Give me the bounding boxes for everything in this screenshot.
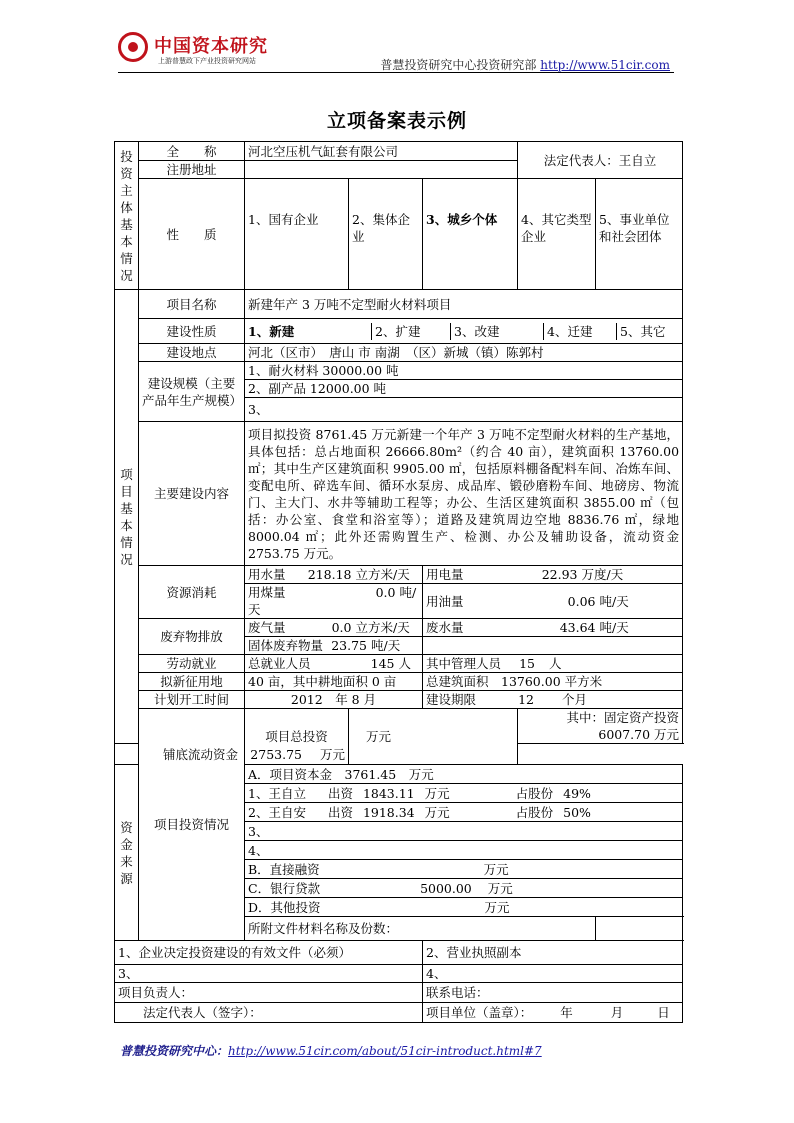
scale-item-1: 1、耐火材料 30000.00 吨 (245, 362, 683, 380)
shareholder-row-2 (245, 803, 683, 822)
coal-unit: 吨/天 (248, 585, 417, 617)
period-unit: 个月 (561, 692, 587, 707)
full-name-label: 全 称 (139, 142, 245, 161)
reg-addr-label: 注册地址 (139, 161, 245, 179)
nature-label: 性 质 (139, 179, 245, 290)
nature-option-1: 1、国有企业 (245, 179, 349, 290)
waste-empty-cell (423, 637, 683, 655)
shareholder-2-amount: 1918.34 (362, 804, 415, 820)
fund-source-label: 资金来源 (115, 765, 139, 941)
resource-label: 资源消耗 (139, 566, 245, 619)
wastewater-label: 废水量 (426, 620, 464, 635)
stamp-year: 年 (560, 1005, 573, 1020)
bank-loan-value: 5000.00 (420, 880, 472, 896)
total-invest-label: 项目总投资 (245, 709, 349, 765)
oil-unit: 吨/天 (599, 593, 629, 609)
other-invest-unit: 万元 (484, 899, 510, 915)
nature-option-3: 3、城乡个体 (423, 179, 518, 290)
reg-addr-value (245, 161, 518, 179)
nature-option-5: 5、事业单位和社会团体 (596, 179, 683, 290)
unit-stamp-label: 项目单位（盖章）： (426, 1005, 533, 1020)
header-org-name: 普慧投资研究中心投资研究部 (380, 58, 537, 72)
project-name-value: 新建年产 3 万吨不定型耐火材料项目 (245, 290, 683, 319)
build-nature-5: 5、其它 (620, 323, 666, 339)
labor-total-row (245, 655, 423, 673)
labor-total-unit: 人 (398, 656, 411, 671)
section-investment-label: 项目投资情况 (139, 709, 245, 941)
solid-row (245, 637, 423, 655)
build-nature-options (245, 323, 682, 340)
power-unit: 万度/天 (581, 567, 624, 582)
shareholder-2-name: 2、王自安 (248, 804, 306, 820)
shareholder-2-unit: 万元 (424, 804, 450, 820)
build-nature-4: 4、迁建 (544, 323, 617, 340)
start-label: 计划开工时间 (139, 691, 245, 709)
content-value: 项目拟投资 8761.45 万元新建一个年产 3 万吨不定型耐火材料的生产基地，具体包括：总占地面积 26666.80m²（约合 40 亩），建筑面积 13760.00 ㎡；其中生产区建筑面积 9905.00 ㎡，包括原料棚备配料车间、冶炼车间、变配电所、碎选车间、循环水泵房、成品库、锻砂磨粉车间、地磅房、物流门、主大门、水井等辅助工程等；办公、生活区建筑面积 3855.00 ㎡（包括：办公室、食堂和浴室等）；道路及建筑周边空地 8836.76 ㎡，绿地 8000.04 ㎡；此外还需购置生产、检测、办公及辅助设备，流动资金 2753.75 万元。 (245, 422, 683, 566)
floating-capital-label: 铺底流动资金 (163, 746, 239, 762)
total-invest-value (349, 709, 518, 765)
direct-finance-unit: 万元 (483, 861, 509, 877)
attach-item-4: 4、 (423, 965, 683, 983)
build-nature-1: 1、新建 (245, 323, 372, 340)
page-footer (120, 1042, 542, 1059)
attach-title: 所附文件材料名称及份数： (245, 917, 596, 941)
oil-value: 0.06 (567, 593, 596, 609)
direct-finance-label: B．直接融资 (248, 861, 320, 877)
period-row (423, 691, 683, 709)
footer-label: 普慧投资研究中心： (120, 1044, 229, 1058)
footer-link[interactable]: http://www.51cir.com/about/51cir-introduct.html#7 (228, 1044, 542, 1058)
build-area-value: 总建筑面积 13760.00 平方米 (423, 673, 683, 691)
labor-mgmt-value: 15 (519, 656, 535, 671)
shareholder-2-share: 50% (563, 804, 591, 820)
floating-capital-value: 2753.75 (250, 746, 302, 762)
shareholder-1-amount-label: 出资 (327, 785, 353, 801)
wastewater-value: 43.64 (559, 620, 596, 635)
bank-loan-label: C．银行贷款 (248, 880, 321, 896)
oil-label: 用油量 (426, 593, 464, 609)
scale-item-3: 3、 (245, 398, 683, 422)
fund-row-4: 4、 (245, 841, 683, 860)
section-investor-label: 投资主体基本情况 (115, 142, 139, 290)
labor-mgmt-label: 其中管理人员 (426, 656, 502, 671)
shareholder-row-1 (245, 784, 683, 803)
gas-label: 废气量 (248, 620, 286, 635)
build-nature-2: 2、扩建 (372, 323, 451, 340)
shareholder-2-amount-label: 出资 (327, 804, 353, 820)
scale-item-2: 2、副产品 12000.00 吨 (245, 380, 683, 398)
shareholder-1-share-label: 占股份 (515, 785, 554, 801)
coal-value: 0.0 (375, 585, 396, 600)
other-invest-row (245, 898, 683, 917)
solid-unit: 吨/天 (370, 638, 401, 653)
header-link[interactable]: http://www.51cir.com (540, 58, 670, 72)
build-nature-3: 3、改建 (451, 323, 544, 340)
legal-rep: 法定代表人：王自立 (518, 142, 683, 179)
other-invest-label: D．其他投资 (248, 899, 321, 915)
water-value: 218.18 (307, 567, 352, 582)
shareholder-2-share-label: 占股份 (515, 804, 554, 820)
water-label: 用水量 (248, 567, 286, 582)
oil-row (423, 584, 683, 619)
wastewater-row (423, 619, 683, 637)
attach-title-empty (596, 917, 683, 941)
power-label: 用电量 (426, 567, 464, 582)
water-row (245, 566, 423, 584)
section-project-label: 项目基本情况 (115, 290, 139, 744)
stamp-month: 月 (610, 1005, 624, 1020)
water-unit: 立方米/天 (355, 567, 410, 582)
legal-signature: 法定代表人（签字）： (115, 1003, 423, 1023)
nature-option-4: 4、其它类型企业 (518, 179, 596, 290)
land-value: 40 亩，其中耕地面积 0 亩 (245, 673, 423, 691)
period-value: 12 (518, 692, 534, 707)
stamp-day: 日 (657, 1005, 670, 1020)
full-name-value: 河北空压机气缸套有限公司 (245, 142, 518, 161)
unit-stamp-row (423, 1003, 683, 1023)
land-label: 拟新征用地 (139, 673, 245, 691)
project-manager: 项目负责人： (115, 983, 423, 1003)
shareholder-1-share: 49% (563, 785, 591, 801)
scale-label: 建设规模（主要产品年生产规模） (139, 362, 245, 422)
bank-loan-row (245, 879, 683, 898)
registration-form-table (114, 141, 692, 1023)
logo-subtitle: 上游普慧政下产业投资研究网站 (158, 57, 256, 65)
contact-phone: 联系电话： (423, 983, 683, 1003)
shareholder-1-amount: 1843.11 (362, 785, 415, 801)
logo (118, 30, 278, 70)
gas-value: 0.0 (331, 620, 352, 635)
attach-item-3: 3、 (115, 965, 423, 983)
gas-row (245, 619, 423, 637)
bank-loan-unit: 万元 (487, 880, 513, 896)
floating-capital-row (115, 744, 349, 765)
start-value: 2012 年 8 月 (245, 691, 423, 709)
shareholder-1-name: 1、王自立 (248, 785, 306, 801)
labor-label: 劳动就业 (139, 655, 245, 673)
content-label: 主要建设内容 (139, 422, 245, 566)
solid-label: 固体废弃物量 (248, 638, 324, 653)
waste-label: 废弃物排放 (139, 619, 245, 655)
gas-unit: 立方米/天 (355, 620, 410, 635)
power-row (423, 566, 683, 584)
fund-row-3: 3、 (245, 822, 683, 841)
labor-mgmt-row (423, 655, 683, 673)
shareholder-1-unit: 万元 (424, 785, 450, 801)
solid-value: 23.75 (331, 638, 367, 653)
coal-label: 用煤量 (248, 585, 286, 600)
period-label: 建设期限 (426, 692, 477, 707)
location-label: 建设地点 (139, 344, 245, 362)
power-value: 22.93 (541, 567, 578, 582)
wastewater-unit: 吨/天 (599, 620, 629, 635)
location-value: 河北（区市） 唐山 市 南湖 （区）新城（镇）陈郭村 (245, 344, 683, 362)
coal-row (245, 584, 423, 619)
project-name-label: 项目名称 (139, 290, 245, 319)
fixed-asset-invest: 其中：固定资产投资 6007.70 万元 (518, 709, 683, 744)
attach-item-2: 2、营业执照副本 (423, 941, 683, 965)
logo-icon (118, 32, 148, 62)
document-title: 立项备案表示例 (326, 110, 467, 132)
labor-total-value: 145 (370, 656, 395, 671)
floating-capital-unit: 万元 (319, 746, 345, 762)
attach-item-1: 1、企业决定投资建设的有效文件（必须） (115, 941, 423, 965)
capital-value: A．项目资本金 3761.45 万元 (245, 765, 683, 784)
labor-total-label: 总就业人员 (248, 656, 311, 671)
total-invest-unit: 万元 (366, 729, 392, 744)
page-header (118, 30, 674, 73)
nature-option-2: 2、集体企业 (349, 179, 423, 290)
direct-finance-row (245, 860, 683, 879)
header-org (380, 56, 670, 73)
build-nature-label: 建设性质 (139, 319, 245, 344)
labor-mgmt-unit: 人 (548, 656, 562, 671)
logo-title: 中国资本研究 (154, 36, 268, 57)
